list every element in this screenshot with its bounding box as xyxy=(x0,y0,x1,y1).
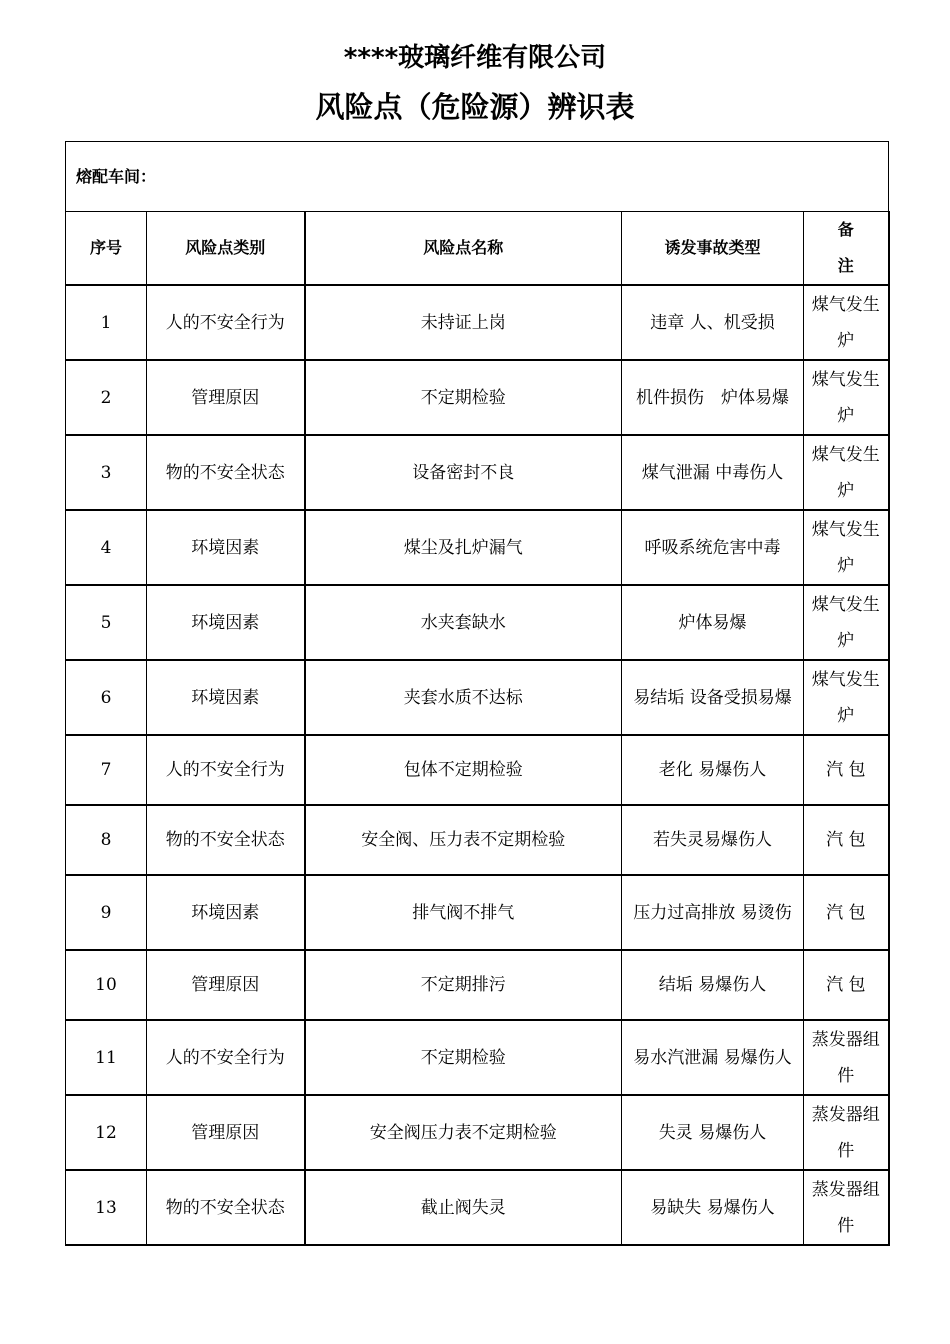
cell-remark: 蒸发器组件 xyxy=(804,1020,889,1095)
cell-category: 环境因素 xyxy=(147,660,305,735)
cell-remark: 煤气发生炉 xyxy=(804,585,889,660)
cell-accident: 失灵 易爆伤人 xyxy=(622,1095,804,1170)
table-row xyxy=(66,735,889,805)
cell-category: 人的不安全行为 xyxy=(147,735,305,805)
cell-category: 物的不安全状态 xyxy=(147,435,305,510)
table-row xyxy=(66,950,889,1020)
header-name: 风险点名称 xyxy=(305,212,622,286)
table-row xyxy=(66,660,889,735)
cell-no: 3 xyxy=(66,435,147,510)
cell-name: 排气阀不排气 xyxy=(305,875,622,950)
table-row xyxy=(66,875,889,950)
cell-no: 10 xyxy=(66,950,147,1020)
cell-accident: 老化 易爆伤人 xyxy=(622,735,804,805)
cell-no: 8 xyxy=(66,805,147,875)
cell-no: 11 xyxy=(66,1020,147,1095)
cell-no: 5 xyxy=(66,585,147,660)
cell-category: 环境因素 xyxy=(147,875,305,950)
cell-accident: 违章 人、机受损 xyxy=(622,285,804,360)
cell-remark: 煤气发生炉 xyxy=(804,660,889,735)
table-row xyxy=(66,285,889,360)
cell-category: 物的不安全状态 xyxy=(147,1170,305,1245)
cell-no: 9 xyxy=(66,875,147,950)
cell-category: 物的不安全状态 xyxy=(147,805,305,875)
cell-accident: 机件损伤 炉体易爆 xyxy=(622,360,804,435)
cell-accident: 压力过高排放 易烫伤 xyxy=(622,875,804,950)
table-row xyxy=(66,585,889,660)
cell-category: 管理原因 xyxy=(147,360,305,435)
cell-no: 7 xyxy=(66,735,147,805)
cell-name: 不定期检验 xyxy=(305,1020,622,1095)
cell-accident: 结垢 易爆伤人 xyxy=(622,950,804,1020)
cell-remark: 汽 包 xyxy=(804,805,889,875)
cell-accident: 若失灵易爆伤人 xyxy=(622,805,804,875)
cell-name: 设备密封不良 xyxy=(305,435,622,510)
cell-accident: 易结垢 设备受损易爆 xyxy=(622,660,804,735)
cell-remark: 蒸发器组件 xyxy=(804,1095,889,1170)
table-row xyxy=(66,1095,889,1170)
cell-remark: 煤气发生炉 xyxy=(804,510,889,585)
risk-identification-table xyxy=(65,141,890,1246)
cell-name: 包体不定期检验 xyxy=(305,735,622,805)
workshop-label: 熔配车间： xyxy=(66,142,889,212)
cell-remark: 煤气发生炉 xyxy=(804,435,889,510)
table-header-row xyxy=(66,212,889,286)
table-row xyxy=(66,1170,889,1245)
cell-name: 不定期排污 xyxy=(305,950,622,1020)
header-no: 序号 xyxy=(66,212,147,286)
company-name: ****玻璃纤维有限公司 xyxy=(343,43,607,73)
cell-no: 1 xyxy=(66,285,147,360)
cell-name: 未持证上岗 xyxy=(305,285,622,360)
cell-no: 4 xyxy=(66,510,147,585)
table-row xyxy=(66,510,889,585)
cell-name: 安全阀、压力表不定期检验 xyxy=(305,805,622,875)
cell-no: 13 xyxy=(66,1170,147,1245)
table-row xyxy=(66,1020,889,1095)
table-row xyxy=(66,805,889,875)
cell-category: 人的不安全行为 xyxy=(147,1020,305,1095)
cell-no: 6 xyxy=(66,660,147,735)
cell-accident: 炉体易爆 xyxy=(622,585,804,660)
cell-category: 人的不安全行为 xyxy=(147,285,305,360)
header-category: 风险点类别 xyxy=(147,212,305,286)
cell-accident: 呼吸系统危害中毒 xyxy=(622,510,804,585)
cell-remark: 汽 包 xyxy=(804,875,889,950)
cell-name: 截止阀失灵 xyxy=(305,1170,622,1245)
cell-remark: 汽 包 xyxy=(804,950,889,1020)
cell-category: 管理原因 xyxy=(147,1095,305,1170)
cell-accident: 易水汽泄漏 易爆伤人 xyxy=(622,1020,804,1095)
cell-remark: 煤气发生炉 xyxy=(804,285,889,360)
cell-remark: 汽 包 xyxy=(804,735,889,805)
cell-accident: 煤气泄漏 中毒伤人 xyxy=(622,435,804,510)
cell-name: 煤尘及扎炉漏气 xyxy=(305,510,622,585)
document-title: 风险点（危险源）辨识表 xyxy=(315,90,635,124)
cell-category: 环境因素 xyxy=(147,585,305,660)
table-row xyxy=(66,360,889,435)
cell-name: 水夹套缺水 xyxy=(305,585,622,660)
cell-category: 管理原因 xyxy=(147,950,305,1020)
header-accident: 诱发事故类型 xyxy=(622,212,804,286)
cell-name: 不定期检验 xyxy=(305,360,622,435)
cell-no: 2 xyxy=(66,360,147,435)
cell-name: 安全阀压力表不定期检验 xyxy=(305,1095,622,1170)
cell-category: 环境因素 xyxy=(147,510,305,585)
cell-no: 12 xyxy=(66,1095,147,1170)
cell-accident: 易缺失 易爆伤人 xyxy=(622,1170,804,1245)
cell-remark: 蒸发器组件 xyxy=(804,1170,889,1245)
table-body xyxy=(66,285,889,1245)
header-remark: 备注 xyxy=(804,212,889,286)
cell-name: 夹套水质不达标 xyxy=(305,660,622,735)
table-row xyxy=(66,435,889,510)
cell-remark: 煤气发生炉 xyxy=(804,360,889,435)
